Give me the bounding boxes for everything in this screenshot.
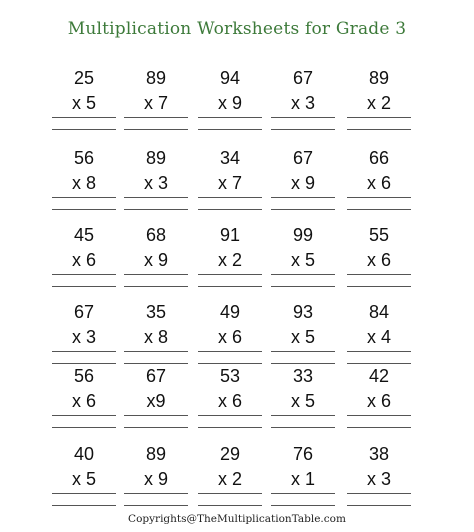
multiplicand: 67 xyxy=(292,68,314,88)
copyright-footer: Copyrights@TheMultiplicationTable.com xyxy=(128,513,346,525)
answer-line xyxy=(198,505,262,506)
multiplicand: 53 xyxy=(219,366,241,386)
multiplicand: 89 xyxy=(145,148,167,168)
multiplier: x 6 xyxy=(217,391,242,411)
answer-line xyxy=(347,117,411,118)
answer-line xyxy=(52,286,116,287)
answer-line xyxy=(52,493,116,494)
answer-line xyxy=(271,286,335,287)
multiplier: x 9 xyxy=(143,250,168,270)
multiplicand: 56 xyxy=(73,148,95,168)
answer-line xyxy=(52,415,116,416)
multiplicand: 99 xyxy=(292,225,314,245)
answer-line xyxy=(198,274,262,275)
answer-line xyxy=(52,197,116,198)
multiplier: x 6 xyxy=(366,250,391,270)
multiplier: x 5 xyxy=(290,327,315,347)
answer-line xyxy=(347,493,411,494)
answer-line xyxy=(271,197,335,198)
answer-line xyxy=(271,274,335,275)
multiplier: x 2 xyxy=(217,469,242,489)
multiplier: x 9 xyxy=(217,93,242,113)
multiplicand: 45 xyxy=(73,225,95,245)
multiplicand: 38 xyxy=(368,444,390,464)
multiplicand: 84 xyxy=(368,302,390,322)
answer-line xyxy=(347,209,411,210)
multiplicand: 91 xyxy=(219,225,241,245)
answer-line xyxy=(347,197,411,198)
multiplier: x 7 xyxy=(143,93,168,113)
answer-line xyxy=(198,129,262,130)
answer-line xyxy=(271,117,335,118)
answer-line xyxy=(198,286,262,287)
multiplier: x 3 xyxy=(366,469,391,489)
answer-line xyxy=(124,117,188,118)
multiplicand: 89 xyxy=(145,444,167,464)
answer-line xyxy=(198,117,262,118)
multiplicand: 67 xyxy=(145,366,167,386)
answer-line xyxy=(198,209,262,210)
multiplier: x 3 xyxy=(143,173,168,193)
answer-line xyxy=(271,493,335,494)
answer-line xyxy=(347,505,411,506)
multiplier: x 7 xyxy=(217,173,242,193)
multiplicand: 33 xyxy=(292,366,314,386)
answer-line xyxy=(347,274,411,275)
multiplier: x 4 xyxy=(366,327,391,347)
multiplier: x 2 xyxy=(366,93,391,113)
answer-line xyxy=(124,351,188,352)
answer-line xyxy=(52,209,116,210)
multiplicand: 89 xyxy=(145,68,167,88)
answer-line xyxy=(124,493,188,494)
multiplier: x 8 xyxy=(71,173,96,193)
multiplier: x 5 xyxy=(71,469,96,489)
answer-line xyxy=(124,505,188,506)
answer-line xyxy=(347,415,411,416)
answer-line xyxy=(347,129,411,130)
answer-line xyxy=(347,351,411,352)
multiplier: x 6 xyxy=(217,327,242,347)
answer-line xyxy=(198,363,262,364)
answer-line xyxy=(52,351,116,352)
worksheet-title: Multiplication Worksheets for Grade 3 xyxy=(67,19,407,39)
multiplicand: 93 xyxy=(292,302,314,322)
answer-line xyxy=(271,209,335,210)
multiplier: x 9 xyxy=(143,469,168,489)
multiplicand: 40 xyxy=(73,444,95,464)
multiplicand: 25 xyxy=(73,68,95,88)
multiplier: x9 xyxy=(146,391,166,411)
answer-line xyxy=(347,286,411,287)
multiplicand: 67 xyxy=(292,148,314,168)
multiplicand: 34 xyxy=(219,148,241,168)
answer-line xyxy=(271,129,335,130)
multiplier: x 9 xyxy=(290,173,315,193)
multiplier: x 2 xyxy=(217,250,242,270)
answer-line xyxy=(271,505,335,506)
answer-line xyxy=(271,427,335,428)
answer-line xyxy=(271,351,335,352)
multiplier: x 5 xyxy=(290,391,315,411)
answer-line xyxy=(198,197,262,198)
answer-line xyxy=(124,363,188,364)
multiplicand: 29 xyxy=(219,444,241,464)
answer-line xyxy=(271,415,335,416)
answer-line xyxy=(52,363,116,364)
multiplicand: 68 xyxy=(145,225,167,245)
multiplicand: 66 xyxy=(368,148,390,168)
multiplier: x 5 xyxy=(71,93,96,113)
multiplier: x 6 xyxy=(71,250,96,270)
answer-line xyxy=(198,427,262,428)
answer-line xyxy=(124,209,188,210)
multiplicand: 42 xyxy=(368,366,390,386)
answer-line xyxy=(52,427,116,428)
multiplier: x 6 xyxy=(366,173,391,193)
multiplier: x 1 xyxy=(290,469,315,489)
multiplier: x 5 xyxy=(290,250,315,270)
multiplicand: 35 xyxy=(145,302,167,322)
multiplicand: 55 xyxy=(368,225,390,245)
answer-line xyxy=(52,117,116,118)
multiplicand: 76 xyxy=(292,444,314,464)
multiplier: x 3 xyxy=(290,93,315,113)
answer-line xyxy=(52,505,116,506)
answer-line xyxy=(271,363,335,364)
answer-line xyxy=(124,286,188,287)
answer-line xyxy=(347,363,411,364)
multiplicand: 56 xyxy=(73,366,95,386)
multiplicand: 49 xyxy=(219,302,241,322)
answer-line xyxy=(124,129,188,130)
answer-line xyxy=(198,415,262,416)
multiplicand: 67 xyxy=(73,302,95,322)
answer-line xyxy=(198,493,262,494)
multiplier: x 6 xyxy=(71,391,96,411)
multiplier: x 3 xyxy=(71,327,96,347)
multiplier: x 8 xyxy=(143,327,168,347)
answer-line xyxy=(124,197,188,198)
answer-line xyxy=(124,415,188,416)
multiplier: x 6 xyxy=(366,391,391,411)
answer-line xyxy=(124,427,188,428)
multiplicand: 89 xyxy=(368,68,390,88)
answer-line xyxy=(124,274,188,275)
answer-line xyxy=(347,427,411,428)
answer-line xyxy=(52,274,116,275)
multiplicand: 94 xyxy=(219,68,241,88)
answer-line xyxy=(198,351,262,352)
answer-line xyxy=(52,129,116,130)
